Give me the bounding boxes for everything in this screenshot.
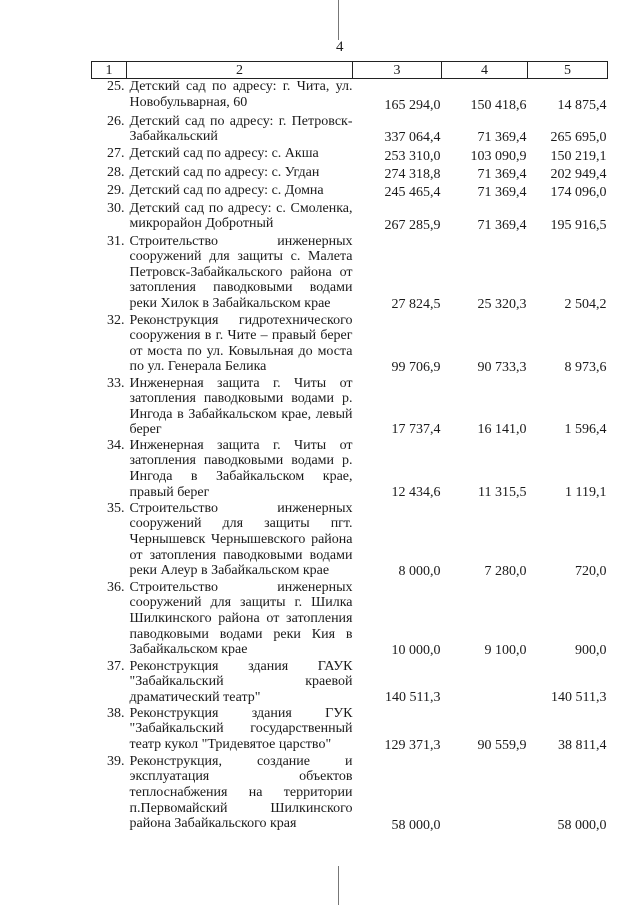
object-name: Инженерная защита г. Читы от затопления паводковыми водами р. Ингода в Забайкальском крае, правый берег bbox=[129, 437, 353, 500]
budget-table bbox=[91, 61, 608, 834]
regional-value: 150 219,1 bbox=[550, 148, 607, 164]
federal-value: 71 369,4 bbox=[477, 217, 527, 233]
total-value: 253 310,0 bbox=[384, 148, 441, 164]
federal-value: 71 369,4 bbox=[477, 166, 527, 182]
regional-value: 140 511,3 bbox=[551, 690, 607, 706]
object-name: Строительство инженерных сооружений для защиты г. Шилка Шилкинского района от затопления паводковыми водами реки Кия в Забайкальском крае bbox=[129, 579, 353, 658]
scan-artifact-line-top bbox=[338, 0, 339, 40]
federal-value: 71 369,4 bbox=[477, 184, 527, 200]
column-header-3: 3 bbox=[353, 62, 442, 79]
regional-value: 2 504,2 bbox=[564, 296, 607, 312]
row-number: 34. bbox=[107, 437, 125, 453]
total-value: 10 000,0 bbox=[391, 643, 441, 659]
page-number: 4 bbox=[336, 39, 344, 55]
object-name: Реконструкция здания ГАУК "Забайкальский краевой драматический театр" bbox=[129, 658, 353, 706]
total-value: 99 706,9 bbox=[391, 359, 441, 375]
table-row bbox=[92, 114, 608, 146]
table-row bbox=[92, 183, 608, 201]
federal-value: 16 141,0 bbox=[477, 422, 527, 438]
row-number: 36. bbox=[107, 579, 125, 595]
regional-value: 14 875,4 bbox=[557, 97, 607, 113]
regional-value: 195 916,5 bbox=[550, 217, 607, 233]
federal-value bbox=[442, 659, 528, 706]
table-header-row bbox=[92, 62, 608, 79]
total-value: 12 434,6 bbox=[391, 485, 441, 501]
regional-value: 202 949,4 bbox=[550, 166, 607, 182]
object-name: Строительство инженерных сооружений для защиты пгт. Чернышевск Чернышевского района от затопления паводковыми водами реки Алеур в Забайкальском крае bbox=[129, 500, 353, 579]
total-value: 8 000,0 bbox=[398, 564, 441, 580]
table-row bbox=[92, 754, 608, 834]
object-name: Детский сад по адресу: с. Акша bbox=[129, 145, 319, 161]
table-row bbox=[92, 313, 608, 376]
object-name: Детский сад по адресу: г. Петровск-Забайкальский bbox=[129, 113, 353, 145]
column-header-4: 4 bbox=[442, 62, 528, 79]
total-value: 267 285,9 bbox=[384, 217, 441, 233]
total-value: 165 294,0 bbox=[384, 97, 441, 113]
total-value: 17 737,4 bbox=[391, 422, 441, 438]
federal-value: 9 100,0 bbox=[484, 643, 527, 659]
scan-artifact-line-bottom bbox=[338, 866, 339, 905]
regional-value: 900,0 bbox=[575, 643, 607, 659]
table-row bbox=[92, 438, 608, 501]
total-value: 27 824,5 bbox=[391, 296, 441, 312]
row-number: 33. bbox=[107, 375, 125, 391]
table-row bbox=[92, 79, 608, 114]
regional-value: 1 119,1 bbox=[565, 485, 607, 501]
federal-value: 25 320,3 bbox=[477, 296, 527, 312]
row-number: 37. bbox=[107, 658, 125, 674]
regional-value: 265 695,0 bbox=[550, 129, 607, 145]
regional-value: 58 000,0 bbox=[557, 818, 607, 834]
row-number: 39. bbox=[107, 753, 125, 769]
total-value: 245 465,4 bbox=[384, 184, 441, 200]
table-row bbox=[92, 201, 608, 234]
object-name: Инженерная защита г. Читы от затопления паводковыми водами р. Ингода в Забайкальском крае, левый берег bbox=[129, 375, 353, 438]
object-name: Детский сад по адресу: с. Смоленка, микрорайон Добротный bbox=[129, 200, 353, 232]
object-name: Строительство инженерных сооружений для защиты с. Малета Петровск-Забайкальского района от затопления паводковыми водами реки Хилок в Забайкальском крае bbox=[129, 233, 353, 311]
total-value: 274 318,8 bbox=[384, 166, 441, 182]
row-number: 25. bbox=[107, 79, 125, 94]
federal-value: 7 280,0 bbox=[484, 564, 527, 580]
total-value: 58 000,0 bbox=[391, 818, 441, 834]
table-row bbox=[92, 659, 608, 706]
column-header-5: 5 bbox=[528, 62, 608, 79]
row-number: 32. bbox=[107, 312, 125, 328]
object-name: Детский сад по адресу: г. Чита, ул. Новобульварная, 60 bbox=[129, 79, 353, 110]
total-value: 337 064,4 bbox=[384, 129, 441, 145]
table-row bbox=[92, 580, 608, 659]
row-number: 28. bbox=[107, 164, 125, 180]
table-body bbox=[92, 79, 608, 834]
federal-value: 11 315,5 bbox=[478, 485, 527, 501]
row-number: 38. bbox=[107, 705, 125, 721]
regional-value: 8 973,6 bbox=[564, 359, 607, 375]
row-number: 31. bbox=[107, 233, 125, 249]
total-value: 129 371,3 bbox=[384, 738, 441, 754]
row-number: 26. bbox=[107, 113, 125, 129]
table-row bbox=[92, 501, 608, 580]
column-header-2: 2 bbox=[127, 62, 353, 79]
federal-value: 90 733,3 bbox=[477, 359, 527, 375]
object-name: Детский сад по адресу: с. Домна bbox=[129, 182, 324, 198]
table-row bbox=[92, 234, 608, 313]
table-row bbox=[92, 165, 608, 183]
row-number: 30. bbox=[107, 200, 125, 216]
table-row bbox=[92, 706, 608, 754]
object-name: Реконструкция, создание и эксплуатация объектов теплоснабжения на территории п.Первомайский Шилкинского района Забайкальского края bbox=[129, 753, 353, 832]
table-row bbox=[92, 376, 608, 438]
regional-value: 720,0 bbox=[575, 564, 607, 580]
federal-value: 90 559,9 bbox=[477, 738, 527, 754]
total-value: 140 511,3 bbox=[385, 690, 441, 706]
federal-value: 71 369,4 bbox=[477, 129, 527, 145]
object-name: Детский сад по адресу: с. Угдан bbox=[129, 164, 320, 180]
row-number: 35. bbox=[107, 500, 125, 516]
row-number: 27. bbox=[107, 145, 125, 161]
federal-value: 103 090,9 bbox=[470, 148, 527, 164]
table-row bbox=[92, 146, 608, 165]
regional-value: 38 811,4 bbox=[558, 738, 607, 754]
regional-value: 1 596,4 bbox=[564, 422, 607, 438]
column-header-1: 1 bbox=[92, 62, 127, 79]
object-name: Реконструкция гидротехнического сооружения в г. Чите – правый берег от моста по ул. Ковыльная до моста по ул. Генерала Белика bbox=[129, 312, 353, 375]
regional-value: 174 096,0 bbox=[550, 184, 607, 200]
object-name: Реконструкция здания ГУК "Забайкальский государственный театр кукол "Тридевятое царство" bbox=[129, 705, 353, 753]
federal-value: 150 418,6 bbox=[470, 97, 527, 113]
federal-value bbox=[442, 754, 528, 834]
row-number: 29. bbox=[107, 182, 125, 198]
